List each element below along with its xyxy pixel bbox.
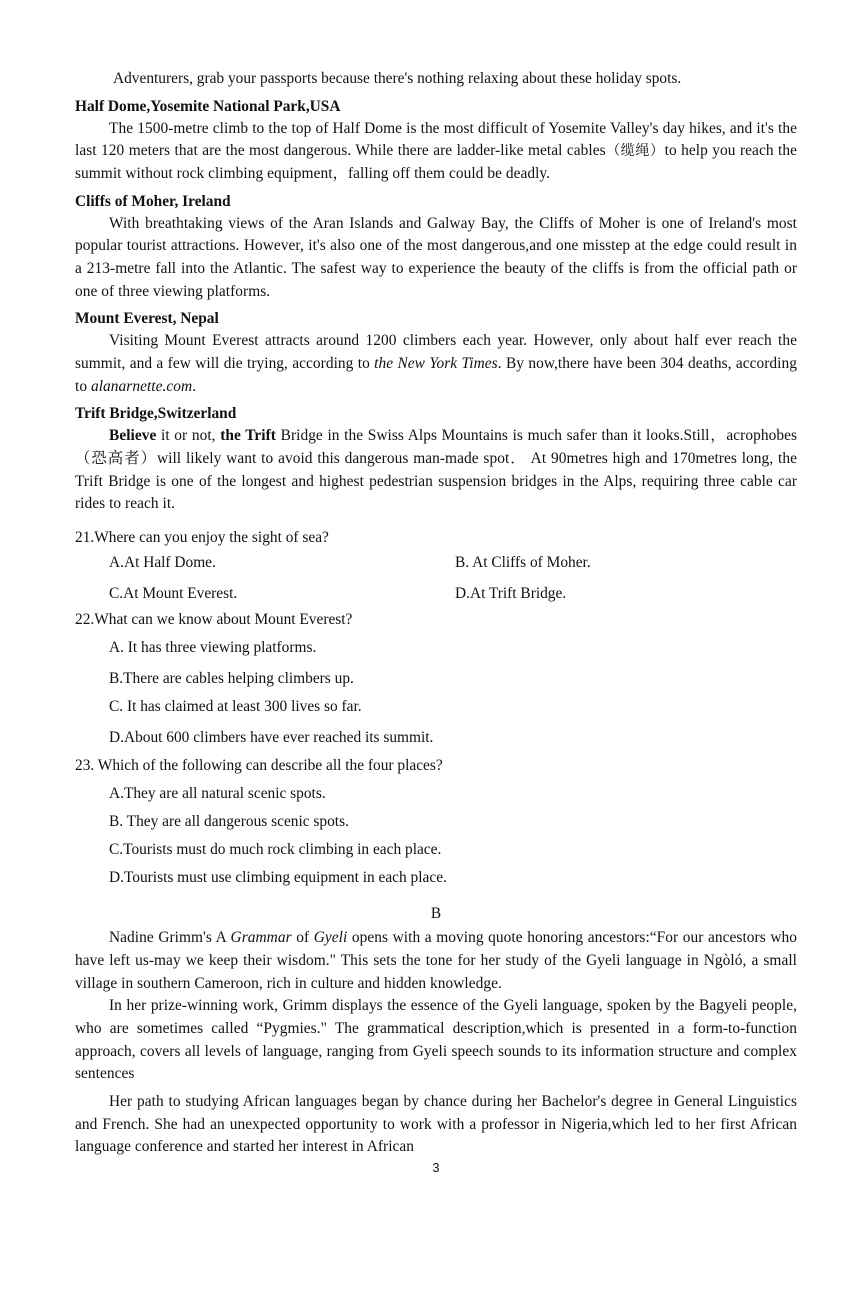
section-body-cliffs-of-moher: With breathtaking views of the Aran Islands and Galway Bay, the Cliffs of Moher is one of Ireland's most popular tourist attractions. However, it's also one of the most dangerous,and one misstep at the edge could result in a 213-metre fall into the Atlantic. The safest way to experience the beauty of the cliffs is from the official path or one of three viewing platforms. <box>75 214 797 300</box>
half-dome-gloss: （缆绳） <box>605 143 665 160</box>
section-heading-trift-bridge: Trift Bridge,Switzerland <box>75 405 237 423</box>
everest-text-1: Visiting Mount Everest attracts around 1200 climbers each year. However, only about half ever reach the summit, and a few will die trying, according to <box>75 332 797 373</box>
question-21-options-row-1 <box>75 551 797 577</box>
page-number: 3 <box>432 1160 440 1175</box>
everest-italic-source: alanarnette.com <box>90 377 193 395</box>
section-heading-half-dome: Half Dome,Yosemite National Park,USA <box>75 97 341 115</box>
spacer <box>75 892 797 902</box>
question-22-option-a[interactable]: A. It has three viewing platforms. <box>109 639 317 657</box>
trift-text-1: it or not, <box>156 427 221 445</box>
section-body-half-dome <box>75 118 797 186</box>
spacer <box>75 516 797 526</box>
section-body-mount-everest <box>75 330 797 398</box>
passage-b-paragraph-3: Her path to studying African languages began by chance during her Bachelor's degree in General Linguistics and French. She had an unexpected opportunity to work with a professor in Nigeria,which led to her first African language conference and started her interest in African <box>75 1092 797 1156</box>
passage-b-paragraph-1 <box>75 927 797 995</box>
section-heading-mount-everest: Mount Everest, Nepal <box>75 310 219 328</box>
question-21-option-b[interactable]: B. At Cliffs of Moher. <box>455 554 591 572</box>
passage-b-italic-grammar: Grammar <box>230 929 292 947</box>
question-21-option-d[interactable]: D.At Trift Bridge. <box>455 585 567 603</box>
section-body-trift-bridge <box>75 425 797 516</box>
trift-bold-the-trift: the Trift <box>220 427 276 445</box>
passage-b-paragraph-2: In her prize-winning work, Grimm displays the essence of the Gyeli language, spoken by the Bagyeli people, who are sometimes called “Pygmies." The grammatical description,which is presented in a form-to-function approach, covers all levels of language, ranging from Gyeli speech sounds to its information structure and complex sentences <box>75 997 797 1083</box>
question-22-option-c[interactable]: C. It has claimed at least 300 lives so far. <box>109 698 362 716</box>
passage-b-text-1: Nadine Grimm's A <box>109 929 231 947</box>
question-23-option-c[interactable]: C.Tourists must do much rock climbing in each place. <box>109 841 442 859</box>
section-heading-cliffs-of-moher: Cliffs of Moher, Ireland <box>75 192 231 210</box>
question-23-option-b[interactable]: B. They are all dangerous scenic spots. <box>109 813 349 831</box>
question-22-stem: 22.What can we know about Mount Everest? <box>75 611 353 629</box>
half-dome-body-pre: The 1500-metre climb to the top of Half Dome is the most difficult of Yosemite Valley's day hikes, and it's the last 120 meters that are the most dangerous. While there are ladder-like metal cables <box>75 119 797 160</box>
question-21-option-a[interactable]: A.At Half Dome. <box>109 554 216 572</box>
page-content <box>75 68 797 1175</box>
question-21-options-row-2 <box>75 582 797 608</box>
question-23-option-a[interactable]: A.They are all natural scenic spots. <box>109 785 326 803</box>
lead-paragraph: Adventurers, grab your passports because there's nothing relaxing about these holiday spots. <box>113 70 682 87</box>
trift-bold-believe: Believe <box>109 427 157 445</box>
everest-text-3: . <box>192 377 197 395</box>
question-23-stem: 23. Which of the following can describe all the four places? <box>75 757 443 775</box>
passage-b-text-2: of <box>291 929 314 947</box>
question-21-stem: 21.Where can you enjoy the sight of sea? <box>75 529 329 547</box>
everest-italic-nyt: the New York Times <box>374 355 498 373</box>
question-21-option-c[interactable]: C.At Mount Everest. <box>109 585 238 603</box>
passage-b-label: B <box>430 905 442 923</box>
half-dome-body-post: to help you reach the summit without rock climbing equipment，falling off them could be deadly. <box>75 142 797 183</box>
everest-text-2: . By now,there have been 304 deaths, according to <box>75 355 797 395</box>
passage-b-italic-gyeli: Gyeli <box>313 929 348 947</box>
passage-b-text-3: opens with a moving quote honoring ancestors:“For our ancestors who have left us-may we keep their wisdom." This sets the tone for her study of the Gyeli language in Ngòló, a small village in southern Cameroon, rich in culture and hidden knowledge. <box>75 929 797 992</box>
question-22-option-b[interactable]: B.There are cables helping climbers up. <box>109 670 354 688</box>
question-22-option-d[interactable]: D.About 600 climbers have ever reached its summit. <box>109 729 434 747</box>
trift-text-2: Bridge in the Swiss Alps Mountains is much safer than it looks.Still，acrophobes（恐高者）will likely want to avoid this dangerous man-made spot． At 90metres high and 170metres long, the Trift Bridge is one of the longest and highest pedestrian suspension bridges in the Alps, requiring three cable car rides to reach it. <box>75 427 797 513</box>
question-23-option-d[interactable]: D.Tourists must use climbing equipment in each place. <box>109 869 447 887</box>
